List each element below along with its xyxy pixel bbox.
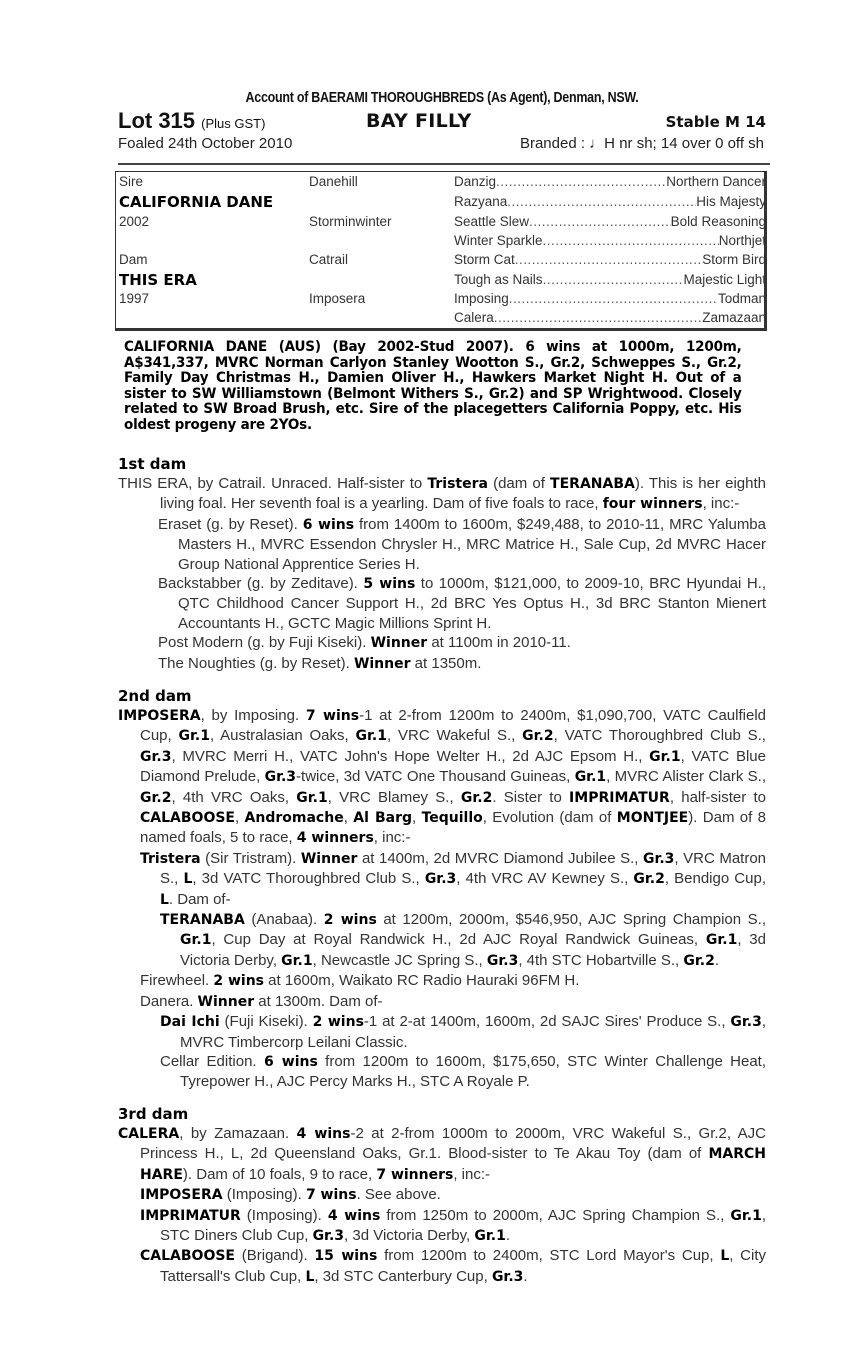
gen3-left: Calera xyxy=(454,310,494,325)
gen3-row xyxy=(454,231,766,251)
text: , Australasian Oaks, xyxy=(209,727,356,745)
grade: Gr.1 xyxy=(474,1228,506,1245)
gen3-row xyxy=(454,212,766,232)
foaled-date: Foaled 24th October 2010 xyxy=(118,135,293,152)
grade: Gr.2 xyxy=(633,871,665,888)
wins: Winner xyxy=(300,850,358,867)
text: Eraset (g. by Reset). xyxy=(158,515,303,533)
horse-name: Andromache xyxy=(244,810,344,827)
text: , xyxy=(343,809,354,827)
foal-entry xyxy=(118,574,766,633)
text: from 1250m to 2000m, AJC Spring Champion S., xyxy=(380,1206,731,1224)
text: , Bendigo Cup, xyxy=(664,870,766,888)
text: , Newcastle JC Spring S., xyxy=(312,951,487,969)
leader-dots xyxy=(515,250,702,270)
horse-name: Al Barg xyxy=(353,810,413,827)
foal-entry xyxy=(118,654,766,674)
dam-summary xyxy=(118,706,766,849)
text: , inc:- xyxy=(702,495,740,513)
foal-entry xyxy=(118,849,766,910)
section-heading: 1st dam xyxy=(118,455,187,473)
text: , VRC Blamey S., xyxy=(327,788,461,806)
wins: Winner xyxy=(353,655,411,672)
leader-dots xyxy=(543,270,684,290)
gen3-left: Tough as Nails xyxy=(454,272,543,287)
section-heading: 2nd dam xyxy=(118,687,192,705)
grade: Gr.3 xyxy=(486,952,519,969)
text: , MVRC Alister Clark S., xyxy=(606,768,767,786)
branded-label: Branded : xyxy=(519,135,585,152)
leader-dots xyxy=(509,289,718,309)
foal-entry xyxy=(118,1246,766,1287)
wins: 2 wins xyxy=(323,912,377,929)
text: -twice, 3d VATC One Thousand Guineas, xyxy=(296,768,575,786)
horse-name: CALABOOSE xyxy=(140,810,235,827)
gen3-right: Majestic Light xyxy=(683,272,766,287)
grade: L xyxy=(183,871,193,888)
horse-name: CALERA xyxy=(118,1126,180,1142)
grade: Gr.2 xyxy=(522,728,554,745)
text: from 1200m to 2400m, STC Lord Mayor's Cup, xyxy=(377,1247,721,1265)
text: ). Dam of 10 foals, 9 to race, xyxy=(182,1165,377,1183)
text: at 1350m. xyxy=(410,654,482,672)
gen3-row xyxy=(454,192,766,212)
foal-entry xyxy=(118,1185,766,1205)
dam-dam: Imposera xyxy=(309,291,366,306)
dam-year: 1997 xyxy=(119,291,150,306)
text: . See above. xyxy=(356,1186,441,1204)
sire-name: CALIFORNIA DANE xyxy=(119,193,274,211)
dam-summary xyxy=(118,1124,766,1185)
gen3-left: Danzig xyxy=(454,174,497,189)
foal-entry xyxy=(118,1206,766,1247)
text: Cellar Edition. xyxy=(160,1052,264,1070)
text: , xyxy=(412,809,422,827)
grade: Gr.1 xyxy=(574,769,607,786)
text: THIS ERA, by Catrail. Unraced. Half-sister to xyxy=(118,475,428,492)
wins: 7 wins xyxy=(305,708,360,724)
winner-count: four winners xyxy=(602,496,703,513)
winner-count: 4 winners xyxy=(296,830,374,847)
leader-dots xyxy=(496,172,666,192)
wins: 5 wins xyxy=(363,576,416,593)
stable-location: Stable M 14 xyxy=(665,113,766,131)
gen3-right: Zamazaan xyxy=(702,310,766,325)
dam-label: Dam xyxy=(119,252,148,267)
text: from 1400m to 1600m, $249,488, to 2010-11, MRC Yalumba Masters H., MVRC Essendon Chrysler H., MRC Matrice H., Sale Cup, 2d MVRC Hacer Group National Apprentice Series H. xyxy=(178,515,766,573)
text: . xyxy=(505,1227,511,1245)
text: , 4th STC Hobartville S., xyxy=(518,951,684,969)
text: , half-sister to xyxy=(669,788,766,806)
text: , VRC Matron S., xyxy=(160,849,767,888)
foal-entry xyxy=(118,633,766,653)
gen3-right: Northern Dancer xyxy=(666,174,766,189)
horse-name: IMPOSERA xyxy=(140,1187,223,1204)
gen3-row xyxy=(454,250,766,270)
dam-name: THIS ERA xyxy=(119,271,197,289)
lot-label: Lot 315 xyxy=(118,108,196,133)
foal-entry xyxy=(118,1052,766,1092)
sire-year: 2002 xyxy=(119,214,150,229)
leader-dots xyxy=(494,308,702,328)
grade: Gr.1 xyxy=(296,789,328,806)
text: (Imposing). xyxy=(240,1206,328,1224)
horse-name: Tristera xyxy=(140,850,201,867)
horse-name: MARCH HARE xyxy=(140,1146,766,1183)
text: (dam of xyxy=(487,475,551,492)
horse-name: IMPRIMATUR xyxy=(140,1207,241,1224)
text: Post Modern (g. by Fuji Kiseki). xyxy=(158,634,371,652)
text: (Brigand). xyxy=(235,1247,315,1265)
text: (Imposing). xyxy=(222,1186,306,1204)
lot-number xyxy=(118,108,265,137)
horse-name: CALABOOSE xyxy=(140,1248,235,1265)
text: from 1200m to 1600m, $175,650, STC Winter Challenge Heat, Tyrepower H., AJC Percy Marks H., STC A Royale P. xyxy=(180,1052,767,1091)
wins: Winner xyxy=(370,635,428,652)
grade: Gr.3 xyxy=(491,1268,524,1285)
grade: L xyxy=(160,891,169,908)
grade: Gr.1 xyxy=(649,748,681,765)
lot-row xyxy=(118,108,766,134)
text: , MVRC Timbercorp Leilani Classic. xyxy=(180,1013,767,1051)
text: ). This is her eighth living foal. Her seventh foal is a yearling. Dam of five foals to race, xyxy=(160,475,766,513)
text: (Fuji Kiseki). xyxy=(219,1013,313,1031)
text: at 1100m in 2010-11. xyxy=(427,634,571,652)
horse-name: IMPOSERA xyxy=(118,708,201,724)
sex-color: BAY FILLY xyxy=(366,110,472,132)
foal-entry xyxy=(118,515,766,574)
text: at 1400m, 2d MVRC Diamond Jubilee S., xyxy=(357,849,643,867)
section-heading: 3rd dam xyxy=(118,1105,189,1123)
text: at 1300m. Dam of- xyxy=(254,992,383,1010)
grade: Gr.3 xyxy=(642,850,675,867)
grade: Gr.1 xyxy=(705,932,738,949)
text: , Evolution (dam of xyxy=(482,809,617,827)
gen3-left: Razyana xyxy=(454,194,508,209)
text: . xyxy=(714,951,720,969)
text: The Noughties (g. by Reset). xyxy=(158,654,354,672)
text: -2 at 2-from 1000m to 2000m, VRC Wakeful S., Gr.2, AJC Princess H., L, 2d Queensland Oaks, Gr.1. Blood-sister to Te Akau Toy (dam of xyxy=(140,1125,766,1163)
gen3-left: Storm Cat xyxy=(454,252,515,267)
winner-count: 7 winners xyxy=(376,1166,454,1183)
horse-name: TERANABA xyxy=(160,912,245,929)
grade: Gr.1 xyxy=(178,728,210,745)
text: -1 at 2-from 1200m to 2400m, $1,090,700, VATC Caulfield Cup, xyxy=(140,707,767,745)
wins: 2 wins xyxy=(213,973,265,990)
text: , 3d Victoria Derby, xyxy=(344,1227,475,1245)
branded-text: nr sh; 14 over 0 off sh xyxy=(619,135,764,152)
wins: 4 wins xyxy=(327,1207,381,1224)
gen3-right: His Majesty xyxy=(696,194,766,209)
text: . Dam of- xyxy=(168,890,231,908)
grade: Gr.2 xyxy=(683,952,715,969)
grade: Gr.1 xyxy=(180,932,212,949)
text: -1 at 2-at 1400m, 1600m, 2d SAJC Sires' Produce S., xyxy=(363,1013,731,1031)
text: , xyxy=(235,809,245,827)
gst-note: (Plus GST) xyxy=(201,116,266,131)
vendor-account: Account of BAERAMI THOROUGHBREDS (As Agent), Denman, NSW. xyxy=(245,90,639,106)
text: . Sister to xyxy=(492,788,570,806)
branded-info xyxy=(520,134,764,154)
text: , by Zamazaan. xyxy=(179,1125,297,1142)
text: . xyxy=(523,1267,528,1285)
second-dam-section xyxy=(118,686,766,1092)
leader-dots xyxy=(529,212,671,232)
text: at 1200m, 2000m, $546,950, AJC Spring Champion S., xyxy=(376,911,766,929)
horse-name: TERANABA xyxy=(550,476,635,492)
grade: L xyxy=(720,1248,730,1265)
third-dam-section xyxy=(118,1104,766,1287)
grade: Gr.3 xyxy=(264,769,297,786)
leader-dots xyxy=(543,231,719,251)
text: Backstabber (g. by Zeditave). xyxy=(158,575,364,593)
text: (Sir Tristram). xyxy=(200,849,301,867)
text: , MVRC Merri H., VATC John's Hope Welter H., 2d AJC Epsom H., xyxy=(171,747,650,765)
foal-entry xyxy=(118,1012,766,1052)
sire-label: Sire xyxy=(119,174,144,189)
grade: L xyxy=(305,1268,315,1285)
lot-header xyxy=(118,88,766,156)
text: , VATC Thoroughbred Club S., xyxy=(553,727,766,745)
wins: 6 wins xyxy=(302,516,355,533)
sire-dam: Storminwinter xyxy=(309,214,392,229)
gen3-left: Seattle Slew xyxy=(454,214,530,229)
leader-dots xyxy=(507,192,696,212)
text: , VRC Wakeful S., xyxy=(387,727,523,745)
grade: Gr.3 xyxy=(424,871,457,888)
grade: Gr.2 xyxy=(140,789,172,806)
text: , inc:- xyxy=(373,829,411,847)
text: , by Imposing. xyxy=(200,707,306,724)
text: (Anabaa). xyxy=(244,911,324,929)
foal-entry xyxy=(118,910,766,971)
sire-description: CALIFORNIA DANE (AUS) (Bay 2002-Stud 2007). 6 wins at 1000m, 1200m, A$341,337, MVRC Norman Carlyon Stanley Wootton S., Gr.2, Schweppes S., Gr.2, Family Day Christmas H., Damien Oliver H., Hawkers Market Night H. Out of a sister to SW Williamstown (Belmont Withers S., Gr.2) and SP Wrightwood. Closely related to SW Broad Brush, etc. Sire of the placegetters California Poppy, etc. His oldest progeny are 2YOs. xyxy=(124,339,742,433)
text: at 1600m, Waikato RC Radio Hauraki 96FM H. xyxy=(264,972,580,990)
wins: 6 wins xyxy=(263,1053,318,1070)
wins: 4 wins xyxy=(296,1126,351,1142)
text: Firewheel. xyxy=(140,972,214,990)
sire-sire: Danehill xyxy=(309,174,358,189)
text: , 4th VRC Oaks, xyxy=(171,788,297,806)
text: ). Dam of 8 named foals, 5 to race, xyxy=(140,809,767,847)
horse-name: MONTJEE xyxy=(616,810,689,827)
foal-entry xyxy=(118,971,766,991)
brand-mark-icon: ♩H xyxy=(589,135,616,152)
text: Danera. xyxy=(140,992,198,1010)
horse-name: Tequillo xyxy=(421,810,483,827)
gen3-row xyxy=(454,172,766,192)
dam-sire: Catrail xyxy=(309,252,349,267)
text: , 3d STC Canterbury Cup, xyxy=(314,1267,492,1285)
text: , 3d VATC Thoroughbred Club S., xyxy=(192,870,425,888)
text: to 1000m, $121,000, to 2009-10, BRC Hyundai H., QTC Childhood Cancer Support H., 2d BRC Yes Optus H., 3d BRC Stanton Mienert Accountants H., GCTC Magic Millions Sprint H. xyxy=(178,575,767,632)
wins: 2 wins xyxy=(312,1014,364,1031)
foal-entry xyxy=(118,992,766,1012)
gen3-right: Todman xyxy=(717,291,766,306)
gen3-right: Bold Reasoning xyxy=(670,214,766,229)
first-dam-section xyxy=(118,454,766,674)
text: , City Tattersall's Club Cup, xyxy=(160,1247,766,1285)
dam-summary xyxy=(118,474,766,515)
text: , inc:- xyxy=(453,1165,491,1183)
grade: Gr.1 xyxy=(730,1207,762,1224)
text: , 3d Victoria Derby, xyxy=(180,931,766,969)
grade: Gr.3 xyxy=(730,1014,762,1031)
horse-name: IMPRIMATUR xyxy=(569,789,670,806)
wins: Winner xyxy=(197,993,255,1010)
gen3-row xyxy=(454,289,766,309)
text: , 4th VRC AV Kewney S., xyxy=(456,870,634,888)
gen3-left: Imposing xyxy=(454,291,509,306)
header-divider xyxy=(118,163,770,165)
foal-row xyxy=(118,134,766,156)
gen3-row xyxy=(454,308,766,328)
text: , STC Diners Club Cup, xyxy=(160,1206,767,1245)
wins: 7 wins xyxy=(305,1187,357,1204)
gen3-right: Northjet xyxy=(718,233,766,248)
horse-name: Dai Ichi xyxy=(160,1014,220,1031)
gen3-right: Storm Bird xyxy=(702,252,766,267)
grade: Gr.3 xyxy=(140,748,172,765)
grade: Gr.1 xyxy=(281,952,313,969)
gen3-row xyxy=(454,270,766,290)
grade: Gr.2 xyxy=(460,789,493,806)
text: , Cup Day at Royal Randwick H., 2d AJC Royal Randwick Guineas, xyxy=(211,931,706,949)
grade: Gr.3 xyxy=(312,1228,345,1245)
pedigree-table xyxy=(115,171,767,331)
wins: 15 wins xyxy=(314,1248,378,1265)
horse-name: Tristera xyxy=(427,476,488,492)
gen3-left: Winter Sparkle xyxy=(454,233,543,248)
grade: Gr.1 xyxy=(355,728,387,745)
text: , VATC Blue Diamond Prelude, xyxy=(140,747,766,786)
